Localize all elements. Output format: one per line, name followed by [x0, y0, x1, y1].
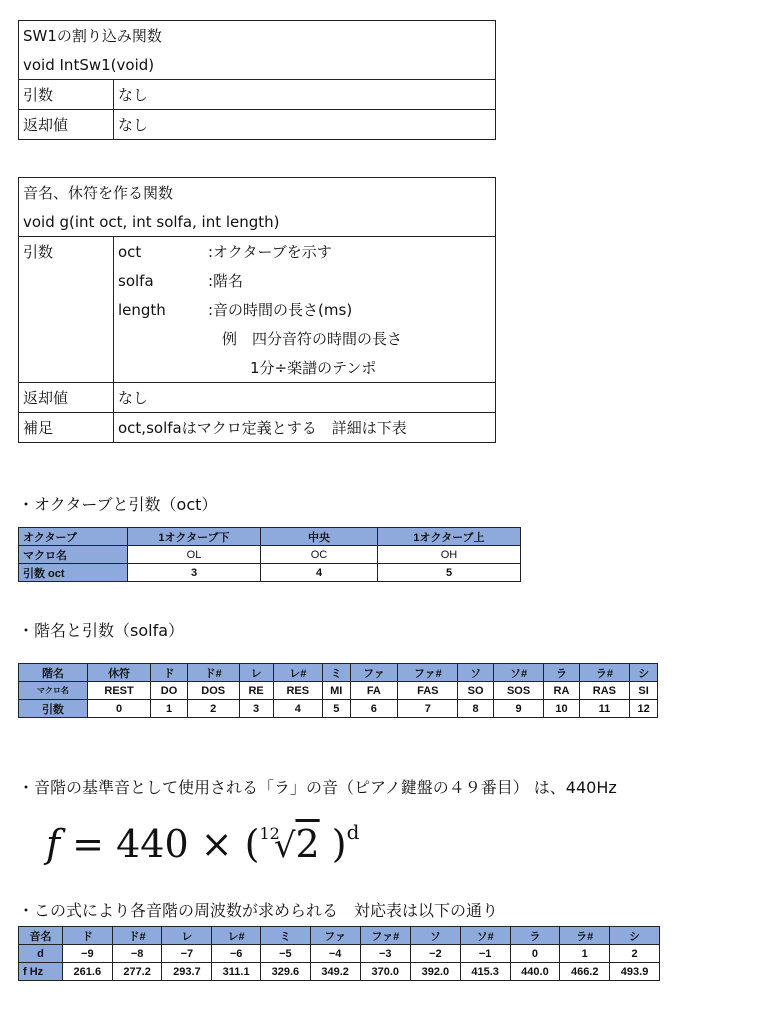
solfa-macro-cell: RE	[239, 682, 273, 700]
freq-header-label: 音名	[19, 927, 63, 945]
solfa-arg-cell: 8	[458, 700, 493, 718]
frequency-formula	[46, 822, 359, 866]
solfa-macro-cell: MI	[322, 682, 350, 700]
g-note-value: oct,solfaはマクロ定義とする 詳細は下表	[114, 413, 496, 443]
oct-row-label: 引数 oct	[19, 564, 128, 582]
freq-header-cell: ド#	[112, 927, 162, 945]
freq-header-cell: ファ	[310, 927, 360, 945]
freq-d-cell: −9	[62, 945, 112, 963]
oct-cell: OH	[378, 546, 521, 564]
freq-d-cell: −6	[212, 945, 261, 963]
oct-row-label: マクロ名	[19, 546, 128, 564]
freq-d-cell: 1	[560, 945, 610, 963]
g-title: 音名、休符を作る関数	[19, 178, 496, 208]
solfa-macro-label: マクロ名	[19, 682, 88, 700]
frequency-table	[18, 926, 660, 981]
solfa-header-cell: ファ	[350, 664, 398, 682]
oct-header: 1オクターブ上	[378, 528, 521, 546]
solfa-arg-cell: 0	[87, 700, 150, 718]
freq-header-cell: ラ#	[560, 927, 610, 945]
oct-header: オクターブ	[19, 528, 128, 546]
solfa-header-cell: ラ	[544, 664, 579, 682]
freq-f-cell: 277.2	[112, 963, 162, 981]
g-arg-name: solfa	[114, 266, 205, 295]
g-example-line2: 1分÷楽譜のテンポ	[204, 353, 496, 383]
oct-table	[18, 527, 521, 582]
g-return-label: 返却値	[19, 383, 114, 413]
solfa-arg-cell: 5	[322, 700, 350, 718]
solfa-macro-cell: RA	[544, 682, 579, 700]
solfa-arg-cell: 4	[273, 700, 322, 718]
solfa-arg-cell: 6	[350, 700, 398, 718]
g-arg-desc: :音の時間の長さ(ms)	[204, 295, 496, 324]
solfa-header-cell: レ	[239, 664, 273, 682]
solfa-macro-cell: SO	[458, 682, 493, 700]
freq-header-cell: ファ#	[360, 927, 410, 945]
g-arg-desc: :オクターブを示す	[204, 237, 496, 267]
oct-cell: 5	[378, 564, 521, 582]
freq-d-cell: 2	[610, 945, 660, 963]
solfa-arg-cell: 12	[630, 700, 658, 718]
sw1-arg-value: なし	[114, 80, 496, 110]
freq-header-cell: ミ	[260, 927, 310, 945]
solfa-header-cell: ド#	[187, 664, 239, 682]
freq-header-cell: シ	[610, 927, 660, 945]
g-arg-label: 引数	[19, 237, 114, 383]
solfa-macro-cell: SOS	[493, 682, 544, 700]
formula-exponent: d	[346, 820, 360, 844]
solfa-arg-cell: 9	[493, 700, 544, 718]
solfa-header-cell: レ#	[273, 664, 322, 682]
freq-f-label: f Hz	[19, 963, 63, 981]
freq-d-cell: −2	[410, 945, 460, 963]
freq-d-cell: −1	[460, 945, 510, 963]
freq-f-cell: 370.0	[360, 963, 410, 981]
freq-f-cell: 311.1	[212, 963, 261, 981]
g-arg-name: oct	[114, 237, 205, 267]
solfa-header-cell: シ	[630, 664, 658, 682]
solfa-arg-cell: 10	[544, 700, 579, 718]
sw1-signature: void IntSw1(void)	[19, 50, 496, 80]
freq-f-cell: 440.0	[510, 963, 560, 981]
oct-cell: 4	[261, 564, 378, 582]
freq-f-cell: 415.3	[460, 963, 510, 981]
solfa-macro-cell: SI	[630, 682, 658, 700]
freq-header-cell: ソ	[410, 927, 460, 945]
solfa-arg-cell: 3	[239, 700, 273, 718]
solfa-header-cell: ド	[151, 664, 188, 682]
freq-header-cell: ド	[62, 927, 112, 945]
freq-f-cell: 493.9	[610, 963, 660, 981]
solfa-macro-cell: FAS	[398, 682, 458, 700]
freq-d-cell: −4	[310, 945, 360, 963]
g-example-line1: 例 四分音符の時間の長さ	[204, 324, 496, 353]
solfa-macro-cell: RAS	[579, 682, 630, 700]
oct-heading: ・オクターブと引数（oct）	[18, 495, 218, 514]
solfa-header-label: 階名	[19, 664, 88, 682]
freq-heading: ・この式により各音階の周波数が求められる 対応表は以下の通り	[18, 901, 499, 920]
formula-close: )	[331, 822, 347, 866]
freq-f-cell: 293.7	[162, 963, 212, 981]
freq-header-cell: ラ	[510, 927, 560, 945]
formula-lhs: f	[46, 822, 61, 866]
sw1-return-label: 返却値	[19, 110, 114, 140]
base-note-text: ・音階の基準音として使用される「ラ」の音（ピアノ鍵盤の４９番目） は、440Hz	[18, 778, 617, 797]
freq-f-cell: 392.0	[410, 963, 460, 981]
formula-eq: = 440 × (	[72, 822, 260, 866]
oct-header: 中央	[261, 528, 378, 546]
solfa-arg-cell: 11	[579, 700, 630, 718]
freq-f-cell: 261.6	[62, 963, 112, 981]
solfa-header-cell: 休符	[87, 664, 150, 682]
sw1-arg-label: 引数	[19, 80, 114, 110]
solfa-header-cell: ソ	[458, 664, 493, 682]
formula-radicand: 2	[295, 822, 320, 866]
oct-cell: OL	[128, 546, 261, 564]
oct-header: 1オクターブ下	[128, 528, 261, 546]
solfa-header-cell: ミ	[322, 664, 350, 682]
formula-radical-sign: √	[273, 826, 296, 866]
g-note-label: 補足	[19, 413, 114, 443]
solfa-arg-cell: 1	[151, 700, 188, 718]
solfa-arg-cell: 7	[398, 700, 458, 718]
sw1-function-table	[18, 20, 496, 140]
freq-f-cell: 329.6	[260, 963, 310, 981]
freq-d-cell: −7	[162, 945, 212, 963]
solfa-table	[18, 663, 658, 718]
freq-d-cell: 0	[510, 945, 560, 963]
solfa-arg-cell: 2	[187, 700, 239, 718]
freq-header-cell: ソ#	[460, 927, 510, 945]
freq-f-cell: 466.2	[560, 963, 610, 981]
g-arg-desc: :階名	[204, 266, 496, 295]
oct-cell: OC	[261, 546, 378, 564]
freq-d-cell: −3	[360, 945, 410, 963]
g-arg-name: length	[114, 295, 205, 324]
solfa-arg-label: 引数	[19, 700, 88, 718]
freq-d-label: d	[19, 945, 63, 963]
freq-d-cell: −8	[112, 945, 162, 963]
g-signature: void g(int oct, int solfa, int length)	[19, 207, 496, 237]
g-return-value: なし	[114, 383, 496, 413]
solfa-macro-cell: REST	[87, 682, 150, 700]
freq-header-cell: レ	[162, 927, 212, 945]
solfa-macro-cell: DO	[151, 682, 188, 700]
solfa-macro-cell: RES	[273, 682, 322, 700]
freq-d-cell: −5	[260, 945, 310, 963]
sw1-title: SW1の割り込み関数	[19, 21, 496, 51]
solfa-header-cell: ファ#	[398, 664, 458, 682]
sw1-return-value: なし	[114, 110, 496, 140]
freq-header-cell: レ#	[212, 927, 261, 945]
solfa-header-cell: ソ#	[493, 664, 544, 682]
oct-cell: 3	[128, 564, 261, 582]
solfa-heading: ・階名と引数（solfa）	[18, 621, 185, 640]
g-function-table	[18, 177, 496, 443]
solfa-header-cell: ラ#	[579, 664, 630, 682]
formula-root-index: 12	[259, 824, 280, 843]
solfa-macro-cell: FA	[350, 682, 398, 700]
solfa-macro-cell: DOS	[187, 682, 239, 700]
freq-f-cell: 349.2	[310, 963, 360, 981]
